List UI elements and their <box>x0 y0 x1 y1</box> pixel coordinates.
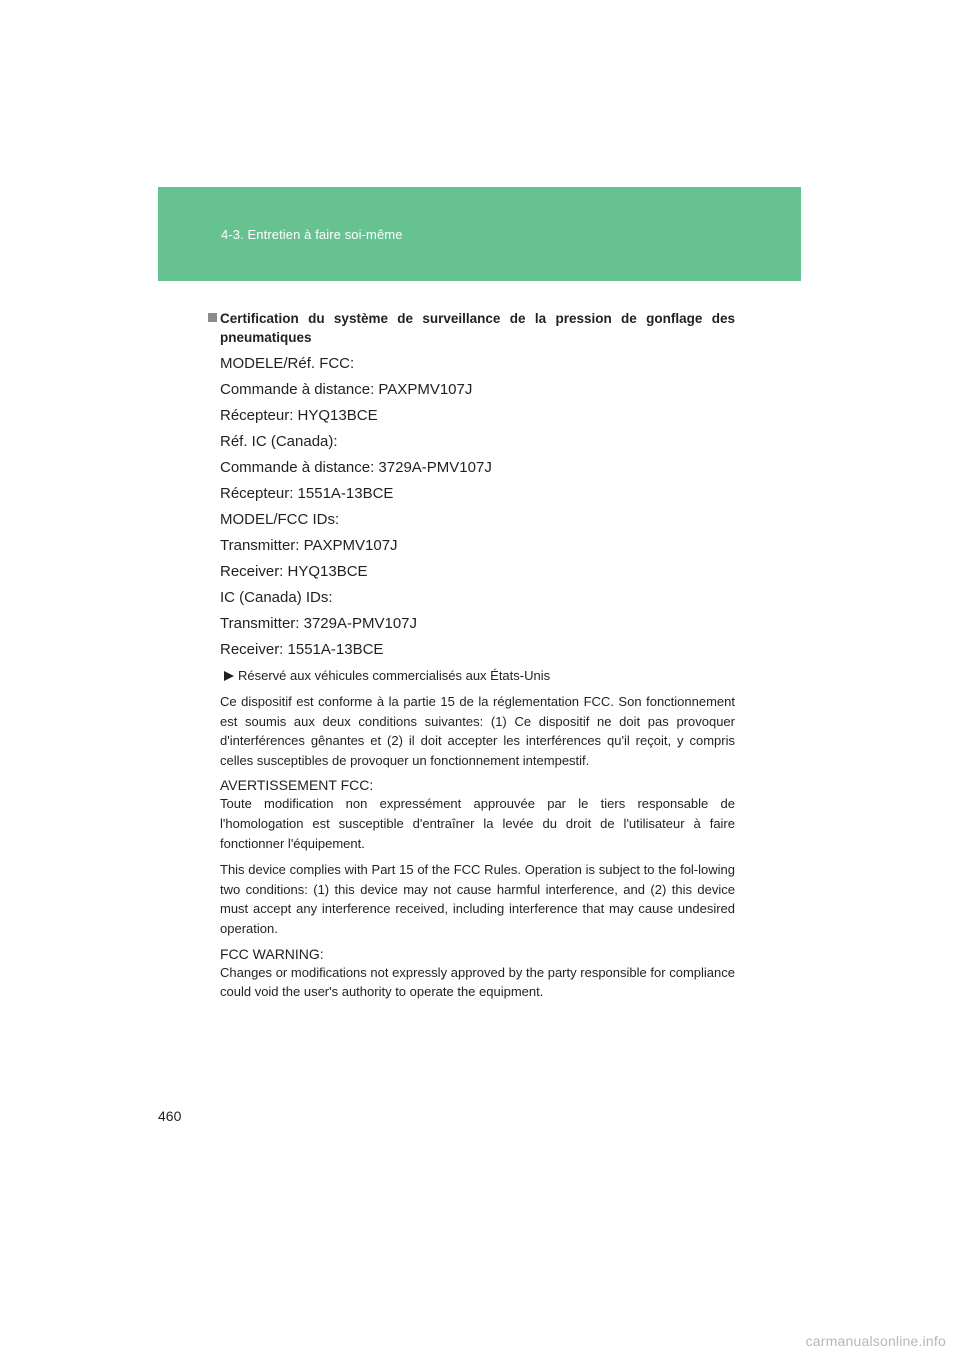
section-title: 4-3. Entretien à faire soi-même <box>221 227 403 242</box>
fcc-compliance-paragraph-fr: Ce dispositif est conforme à la partie 15 de la réglementation FCC. Son fonctionnement est soumis aux deux conditions suivantes: (1) Ce dispositif ne doit pas provoquer d'interférences gênantes et (2) il doit accepter les interférences qu'il reçoit, y compris celles susceptibles de provoquer un fonctionnement intempestif. <box>220 694 735 768</box>
arrow-right-icon <box>224 671 234 681</box>
id-line-transmitter-fcc-fr: Commande à distance: PAXPMV107J <box>220 381 473 398</box>
id-line-receiver-ic-en: Receiver: 1551A-13BCE <box>220 641 384 658</box>
id-line-receiver-fcc-en: Receiver: HYQ13BCE <box>220 563 368 580</box>
id-line-transmitter-ic-en: Transmitter: 3729A-PMV107J <box>220 615 418 632</box>
fcc-warning-text-en: Changes or modifications not expressly approved by the party responsible for compliance could void the user's authority to operate the equipment. <box>220 964 735 1000</box>
fcc-warning-text-fr: Toute modification non expressément approuvée par le tiers responsable de l'homologation est susceptible d'entraîner la levée du droit de l'utilisateur à faire fonctionner l'équipement. <box>220 796 735 851</box>
id-line-ic-en: IC (Canada) IDs: <box>220 589 333 606</box>
certification-heading <box>220 309 735 347</box>
id-line-model-fcc-en: MODEL/FCC IDs: <box>220 511 340 528</box>
id-line-receiver-ic-fr: Récepteur: 1551A-13BCE <box>220 485 394 502</box>
watermark: carmanualsonline.info <box>805 1333 946 1349</box>
fcc-warning-label-en: FCC WARNING: <box>220 945 324 962</box>
square-bullet-icon <box>208 313 217 322</box>
id-line-ic-fr: Réf. IC (Canada): <box>220 433 338 450</box>
page-number: 460 <box>158 1108 182 1124</box>
fcc-compliance-paragraph-en: This device complies with Part 15 of the FCC Rules. Operation is subject to the fol-lowing two conditions: (1) this device may not cause harmful interference, and (2) this device must accept any interference received, including interference that may cause undesired operation. <box>220 862 735 936</box>
id-list <box>220 351 735 663</box>
id-line-transmitter-ic-fr: Commande à distance: 3729A-PMV107J <box>220 459 492 476</box>
us-only-note-text: Réservé aux véhicules commercialisés aux États-Unis <box>238 668 551 683</box>
certification-heading-text: Certification du système de surveillance de la pression de gonflage des pneumatiques <box>220 311 735 345</box>
id-line-transmitter-fcc-en: Transmitter: PAXPMV107J <box>220 537 398 554</box>
us-only-note <box>238 667 735 685</box>
id-line-model-fcc-fr: MODELE/Réf. FCC: <box>220 355 355 372</box>
fcc-warning-label-fr: AVERTISSEMENT FCC: <box>220 777 374 794</box>
section-header-band <box>158 187 801 281</box>
id-line-receiver-fcc-fr: Récepteur: HYQ13BCE <box>220 407 378 424</box>
main-content <box>220 309 735 1009</box>
